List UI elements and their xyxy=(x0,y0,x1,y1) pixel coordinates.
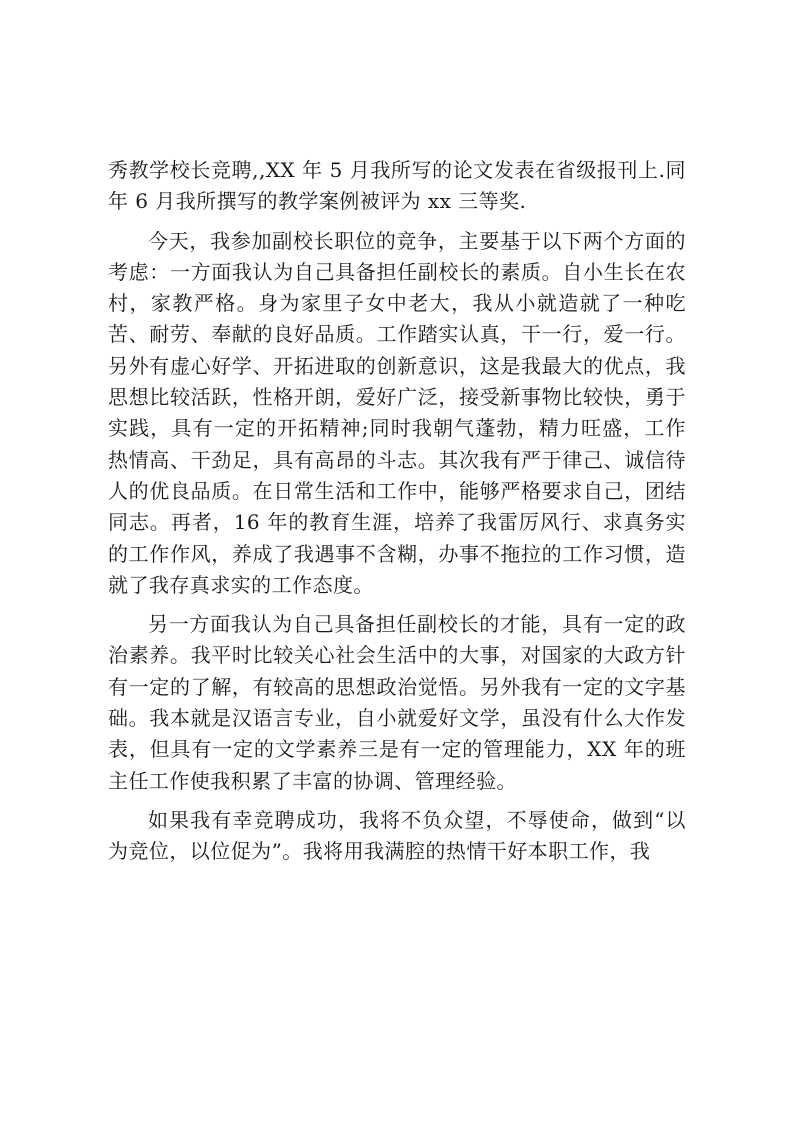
paragraph-3: 另一方面我认为自己具备担任副校长的才能，具有一定的政治素养。我平时比较关心社会生活中的大事，对国家的大政方针有一定的了解，有较高的思想政治觉悟。另外我有一定的文字基础。我本就是汉语言专业，自小就爱好文学，虽没有什么大作发表，但具有一定的文学素养三是有一定的管理能力，XX 年的班主任工作使我积累了丰富的协调、管理经验。 xyxy=(108,612,686,793)
document-body xyxy=(108,155,686,876)
paragraph-4: 如果我有幸竞聘成功，我将不负众望，不辱使命，做到“以为竞位，以位促为”。我将用我满腔的热情干好本职工作，我 xyxy=(108,807,686,864)
paragraph-2: 今天，我参加副校长职位的竞争，主要基于以下两个方面的考虑：一方面我认为自己具备担任副校长的素质。自小生长在农村，家教严格。身为家里子女中老大，我从小就造就了一种吃苦、耐劳、奉献的良好品质。工作踏实认真，干一行，爱一行。另外有虚心好学、开拓进取的创新意识，这是我最大的优点，我思想比较活跃，性格开朗，爱好广泛，接受新事物比较快，勇于实践，具有一定的开拓精神;同时我朝气蓬勃，精力旺盛，工作热情高、干劲足，具有高昂的斗志。其次我有严于律己、诚信待人的优良品质。在日常生活和工作中，能够严格要求自己，团结同志。再者，16 年的教育生涯，培养了我雷厉风行、求真务实的工作作风，养成了我遇事不含糊，办事不拖拉的工作习惯，造就了我存真求实的工作态度。 xyxy=(108,228,686,597)
paragraph-1: 秀教学校长竞聘,,XX 年 5 月我所写的论文发表在省级报刊上.同年 6 月我所撰写的教学案例被评为 xx 三等奖. xyxy=(108,158,686,214)
